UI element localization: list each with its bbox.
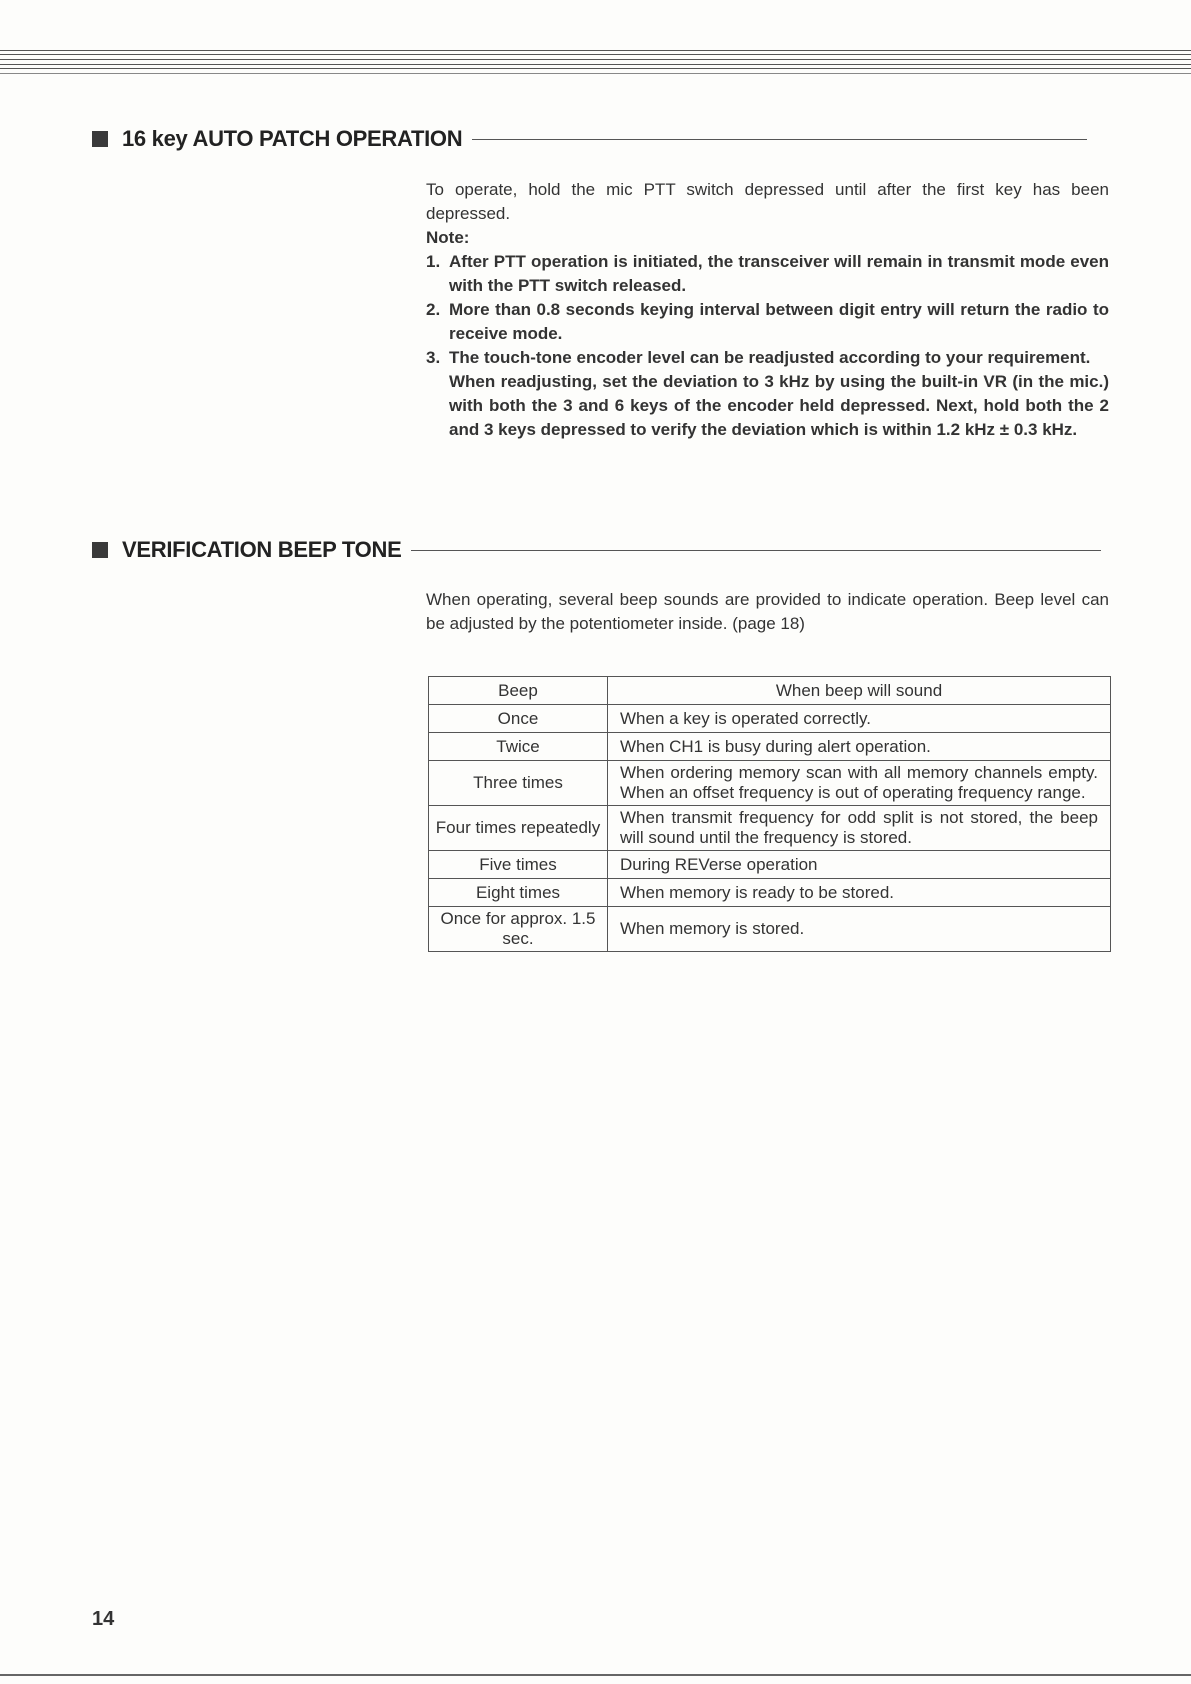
- section-title: 16 key AUTO PATCH OPERATION: [122, 126, 463, 151]
- list-item: 3. The touch-tone encoder level can be readjusted according to your requirement. When readjusting, set the deviation to 3 kHz by using the built-in VR (in the mic.) with both the 3 and 6 keys of the encoder held depressed. Next, hold both the 2 and 3 keys depressed to verify the deviation which is within 1.2 kHz ± 0.3 kHz.: [426, 348, 1109, 439]
- auto-patch-body: [426, 178, 1109, 442]
- bullet-square-icon: [92, 542, 108, 558]
- header-rules: [0, 50, 1191, 80]
- table-row: Twice When CH1 is busy during alert operation.: [429, 733, 1111, 761]
- table-row: Five times During REVerse operation: [429, 851, 1111, 879]
- table-row: Three times When ordering memory scan with all memory channels empty. When an offset frequency is out of operating frequency range.: [429, 761, 1111, 806]
- heading-rule: [411, 550, 1101, 551]
- column-header-when: When beep will sound: [608, 677, 1111, 705]
- section-heading-auto-patch: [92, 126, 1087, 152]
- section-heading-verification-beep: [92, 537, 1101, 563]
- heading-rule: [472, 139, 1087, 140]
- table-row: Once When a key is operated correctly.: [429, 705, 1111, 733]
- intro-paragraph: To operate, hold the mic PTT switch depressed until after the first key has been depressed.: [426, 180, 1109, 223]
- intro-paragraph: When operating, several beep sounds are provided to indicate operation. Beep level can be adjusted by the potentiometer inside. (page 18): [426, 590, 1109, 633]
- page-number: 14: [92, 1608, 115, 1630]
- bullet-square-icon: [92, 131, 108, 147]
- list-item: 1. After PTT operation is initiated, the transceiver will remain in transmit mode even with the PTT switch released.: [426, 252, 1109, 295]
- table-row: Eight times When memory is ready to be stored.: [429, 879, 1111, 907]
- note-list: [426, 250, 1109, 442]
- verification-beep-body: [426, 588, 1109, 636]
- table-header-row: [429, 677, 1111, 705]
- note-label: Note:: [426, 228, 470, 247]
- section-title: VERIFICATION BEEP TONE: [122, 537, 402, 562]
- table-row: Four times repeatedly When transmit frequency for odd split is not stored, the beep will sound until the frequency is stored.: [429, 806, 1111, 851]
- table-row: Once for approx. 1.5 sec. When memory is stored.: [429, 907, 1111, 952]
- column-header-beep: Beep: [429, 677, 608, 705]
- list-item: 2. More than 0.8 seconds keying interval between digit entry will return the radio to receive mode.: [426, 300, 1109, 343]
- footer-rule: [0, 1674, 1191, 1676]
- beep-table: [428, 676, 1111, 952]
